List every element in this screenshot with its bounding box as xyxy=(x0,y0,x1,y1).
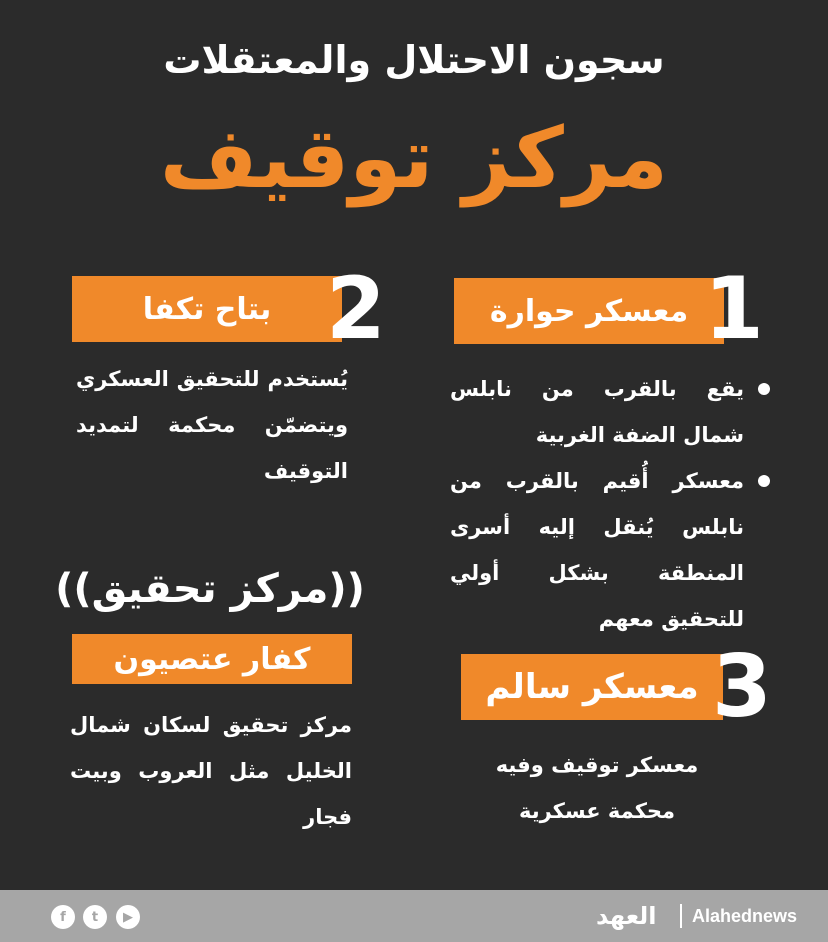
section-4-title: كفار عتصيون xyxy=(113,641,311,677)
page-subtitle: سجون الاحتلال والمعتقلات xyxy=(163,38,665,82)
page-title: مركز توقيف xyxy=(159,109,669,207)
bullet-item: معسكر أُقيم بالقرب من نابلس يُنقل إليه أسرى المنطقة بشكل أولي للتحقيق معهم xyxy=(450,458,770,642)
section-2-label xyxy=(72,276,342,342)
section-4-label xyxy=(72,634,352,684)
section-1-bullets xyxy=(450,366,770,642)
section-4-text: مركز تحقيق لسكان شمال الخليل مثل العروب وبيت فجار xyxy=(70,713,352,829)
section-2-number: 2 xyxy=(326,259,386,359)
section-3-title: معسكر سالم xyxy=(485,667,699,707)
section-3-text: معسكر توقيف وفيه محكمة عسكرية xyxy=(495,753,699,823)
facebook-icon[interactable]: f xyxy=(51,905,75,929)
footer-divider xyxy=(680,904,682,928)
bullet-item: يقع بالقرب من نابلس شمال الضفة الغربية xyxy=(450,366,770,458)
section-3-number: 3 xyxy=(712,637,772,737)
youtube-icon[interactable]: ▶ xyxy=(116,905,140,929)
footer-logo: العهد xyxy=(596,902,657,930)
section-1-label xyxy=(454,278,724,344)
twitter-icon[interactable]: t xyxy=(83,905,107,929)
section-2-text: يُستخدم للتحقيق العسكري ويتضمّن محكمة لتمديد التوقيف xyxy=(76,367,348,483)
section-4-heading: ((مركز تحقيق)) xyxy=(55,566,365,612)
section-1-title: معسكر حوارة xyxy=(489,293,689,329)
section-2-title: بتاح تكفا xyxy=(142,291,272,327)
section-1-number: 1 xyxy=(704,259,764,359)
section-3-label xyxy=(461,654,723,720)
footer-brand: Alahednews xyxy=(692,906,798,926)
